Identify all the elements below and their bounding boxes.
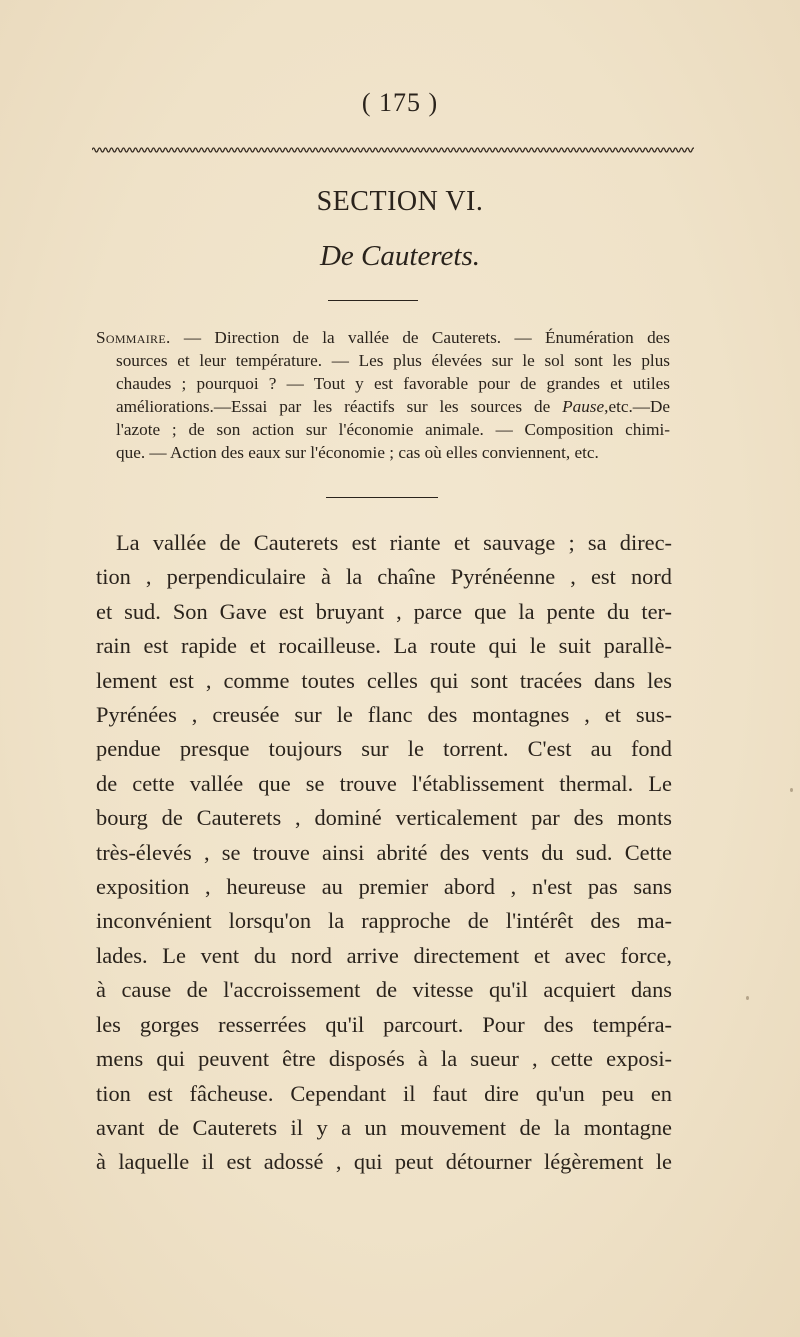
- section-title: SECTION VI.: [316, 186, 484, 217]
- summary-line-1-text: — Direction de la vallée de Cauterets. — Énumération des: [170, 328, 670, 347]
- body-line: lades. Le vent du nord arrive directement et avec force,: [96, 942, 672, 968]
- body-line: Pyrénées , creusée sur le flanc des montagnes , et sus-: [96, 702, 672, 728]
- summary-label: Sommaire.: [96, 328, 171, 347]
- summary-line-4-post: ,etc.—De: [604, 397, 670, 416]
- section-subtitle: De Cauterets.: [319, 240, 480, 272]
- decorative-border-ornament: [92, 146, 694, 154]
- summary-line-5: l'azote ; de son action sur l'économie animale. — Composition chimi-: [116, 420, 670, 439]
- page-number: ( 175 ): [361, 88, 439, 117]
- body-line: bourg de Cauterets , dominé verticalement par des monts: [96, 805, 672, 831]
- body-line: très-élevés , se trouve ainsi abrité des vents du sud. Cette: [96, 839, 672, 865]
- body-line: lement est , comme toutes celles qui sont tracées dans les: [96, 667, 672, 693]
- summary-line-3: chaudes ; pourquoi ? — Tout y est favorable pour de grandes et utiles: [116, 374, 670, 393]
- summary-line-2: sources et leur température. — Les plus élevées sur le sol sont les plus: [116, 351, 670, 370]
- body-line: La vallée de Cauterets est riante et sauvage ; sa direc-: [116, 530, 672, 555]
- summary-line-1: [96, 326, 670, 349]
- body-line: inconvénient lorsqu'on la rapproche de l'intérêt des ma-: [96, 908, 672, 934]
- body-line: à laquelle il est adossé , qui peut détourner légèrement le: [96, 1149, 672, 1175]
- divider-rule-top: [328, 300, 418, 301]
- paper-speck: [746, 996, 749, 1000]
- summary-line-6: que. — Action des eaux sur l'économie ; cas où elles conviennent, etc.: [116, 443, 599, 462]
- body-line: à cause de l'accroissement de vitesse qu'il acquiert dans: [96, 977, 672, 1003]
- summary-line-4-pre: améliorations.—Essai par les réactifs sur les sources de: [116, 397, 563, 416]
- paper-speck: [790, 788, 793, 792]
- body-paragraph: [96, 526, 672, 1180]
- body-line: exposition , heureuse au premier abord , n'est pas sans: [96, 874, 672, 900]
- body-line: mens qui peuvent être disposés à la sueur , cette exposi-: [96, 1046, 672, 1072]
- summary-line-4-italic: Pause: [562, 397, 605, 416]
- summary-line-4: [96, 395, 670, 418]
- body-line: tion est fâcheuse. Cependant il faut dire qu'un peu en: [96, 1080, 672, 1106]
- body-line: pendue presque toujours sur le torrent. C'est au fond: [96, 736, 672, 762]
- body-line: les gorges resserrées qu'il parcourt. Pour des tempéra-: [96, 1011, 672, 1037]
- body-line: tion , perpendiculaire à la chaîne Pyrénéenne , est nord: [96, 564, 672, 590]
- body-line: avant de Cauterets il y a un mouvement de la montagne: [96, 1114, 672, 1140]
- body-line: et sud. Son Gave est bruyant , parce que la pente du ter-: [96, 598, 672, 624]
- body-line: rain est rapide et rocailleuse. La route qui le suit parallè-: [96, 633, 672, 659]
- divider-rule-bottom: [326, 497, 438, 498]
- body-line: de cette vallée que se trouve l'établissement thermal. Le: [96, 770, 672, 796]
- summary-block: [96, 326, 670, 464]
